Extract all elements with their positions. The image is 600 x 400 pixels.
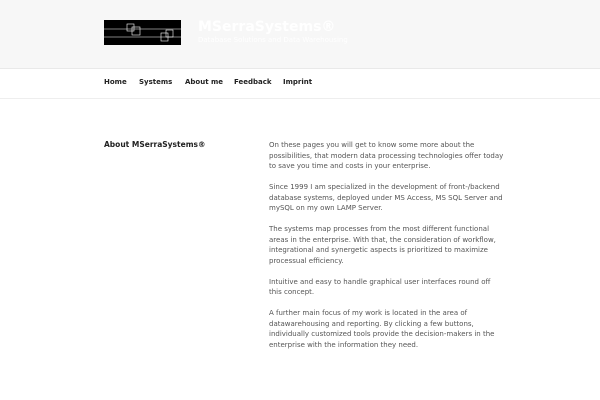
- main-navigation: [0, 69, 600, 99]
- site-title[interactable]: MSerraSystems®: [198, 19, 336, 35]
- site-logo[interactable]: [104, 20, 181, 45]
- nav-item-imprint[interactable]: Imprint: [283, 78, 313, 86]
- site-tagline: Database Solutions and Data Warehousing: [198, 36, 348, 44]
- content-paragraph: A further main focus of my work is located in the area of datawarehousing and reporting. By clicking a few buttons, individually customized tools provide the decision-makers in the enterprise with the information they need.: [269, 309, 495, 349]
- nav-item-feedback[interactable]: Feedback: [234, 78, 272, 86]
- content-paragraph: Since 1999 I am specialized in the development of front-/backend database systems, deployed under MS Access, MS SQL Server and mySQL on my own LAMP Server.: [269, 183, 503, 212]
- content-paragraph: Intuitive and easy to handle graphical user interfaces round off this concept.: [269, 277, 491, 296]
- content-body: [269, 140, 504, 361]
- section-title: About MSerraSystems®: [104, 140, 206, 149]
- nav-item-home[interactable]: Home: [104, 78, 127, 86]
- content-paragraph: The systems map processes from the most different functional areas in the enterprise. With that, the consideration of workflow, integrational and synergetic aspects is prioritized to maximize processual efficiency.: [269, 225, 496, 265]
- site-header: [0, 0, 600, 69]
- content-paragraph: On these pages you will get to know some more about the possibilities, that modern data processing technologies offer today to save you time and costs in your enterprise.: [269, 141, 504, 170]
- nav-item-about-me[interactable]: About me: [185, 78, 224, 86]
- nav-item-systems[interactable]: Systems: [139, 78, 173, 86]
